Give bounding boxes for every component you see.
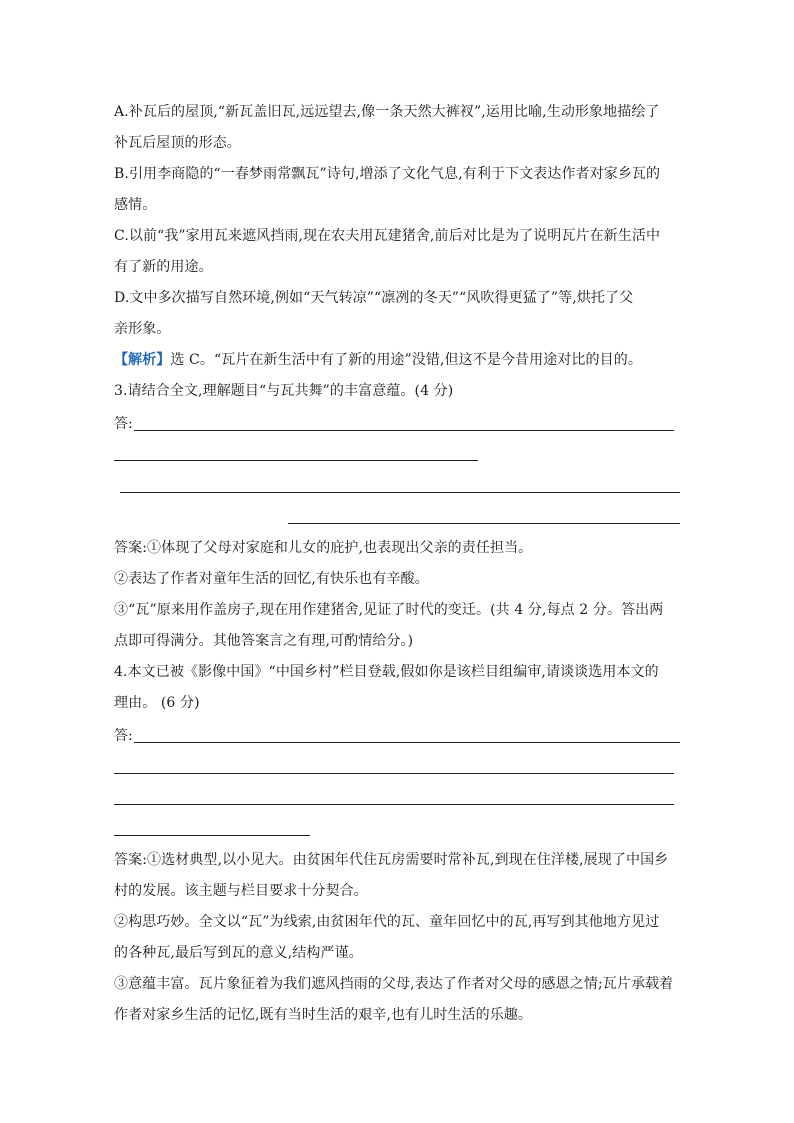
option-a-line-1: A.补瓦后的屋顶,“新瓦盖旧瓦,远远望去,像一条天然大裤衩”,运用比喻,生动形象地描绘了 (114, 104, 660, 120)
option-d-line-1: D.文中多次描写自然环境,例如“天气转凉”“凛冽的冬天”“风吹得更猛了”等,烘托了父 (114, 290, 634, 306)
analysis-text: 选 C。“瓦片在新生活中有了新的用途”没错,但这不是今昔用途对比的目的。 (170, 352, 642, 368)
analysis (114, 350, 642, 370)
q4-answer-line-3: ②构思巧妙。全文以“瓦”为线索,由贫困年代的瓦、童年回忆中的瓦,再写到其他地方见过 (114, 914, 660, 930)
q4-answer-line-6: 作者对家乡生活的记忆,既有当时生活的艰辛,也有儿时生活的乐趣。 (114, 1007, 532, 1023)
q3-answer-blank-3[interactable] (120, 492, 680, 493)
q3-answer-line-2: ②表达了作者对童年生活的回忆,有快乐也有辛酸。 (114, 571, 429, 587)
q3-answer-blank-2[interactable] (114, 460, 478, 461)
q3-answer-line-1: 答案:①体现了父母对家庭和儿女的庇护,也表现出父亲的责任担当。 (114, 540, 533, 556)
q4-question-line-2: 理由。 (6 分) (114, 695, 200, 711)
q3-answer-line-3: ③“瓦”原来用作盖房子,现在用作建猪舍,见证了时代的变迁。(共 4 分,每点 2 分。答出两 (114, 602, 664, 618)
q4-question-line-1: 4.本文已被《影像中国》“中国乡村”栏目登载,假如你是该栏目组编审,请谈谈选用本文的 (114, 664, 659, 680)
q3-question: 3.请结合全文,理解题目“与瓦共舞”的丰富意蕴。(4 分) (114, 383, 454, 399)
q3-answer-blank-1[interactable] (134, 430, 674, 431)
q4-answer-blank-3[interactable] (114, 804, 674, 805)
option-b-line-2: 感情。 (114, 197, 157, 213)
option-b-line-1: B.引用李商隐的“一春梦雨常飘瓦”诗句,增添了文化气息,有利于下文表达作者对家乡瓦的 (114, 166, 661, 182)
q4-answer-blank-2[interactable] (114, 773, 674, 774)
q4-answer-blank-4[interactable] (114, 835, 310, 836)
q4-answer-label: 答: (114, 728, 133, 744)
option-d-line-2: 亲形象。 (114, 321, 171, 337)
q4-answer-line-1: 答案:①选材典型,以小见大。由贫困年代住瓦房需要时常补瓦,到现在住洋楼,展现了中国乡 (114, 852, 669, 868)
q3-answer-blank-4[interactable] (288, 523, 680, 524)
q4-answer-blank-1[interactable] (134, 742, 680, 743)
q4-answer-line-2: 村的发展。该主题与栏目要求十分契合。 (114, 883, 368, 899)
q3-answer-line-4: 点即可得满分。其他答案言之有理,可酌情给分。) (114, 633, 414, 649)
q3-answer-label: 答: (114, 416, 133, 432)
option-c-line-1: C.以前“我”家用瓦来遮风挡雨,现在农夫用瓦建猪舍,前后对比是为了说明瓦片在新生活中 (114, 228, 661, 244)
option-a-line-2: 补瓦后屋顶的形态。 (114, 135, 241, 151)
option-c-line-2: 有了新的用途。 (114, 259, 213, 275)
q4-answer-line-4: 的各种瓦,最后写到瓦的意义,结构严谨。 (114, 945, 363, 961)
analysis-tag: 【解析】 (114, 352, 171, 368)
q4-answer-line-5: ③意蕴丰富。瓦片象征着为我们遮风挡雨的父母,表达了作者对父母的感恩之情;瓦片承载着 (114, 976, 674, 992)
